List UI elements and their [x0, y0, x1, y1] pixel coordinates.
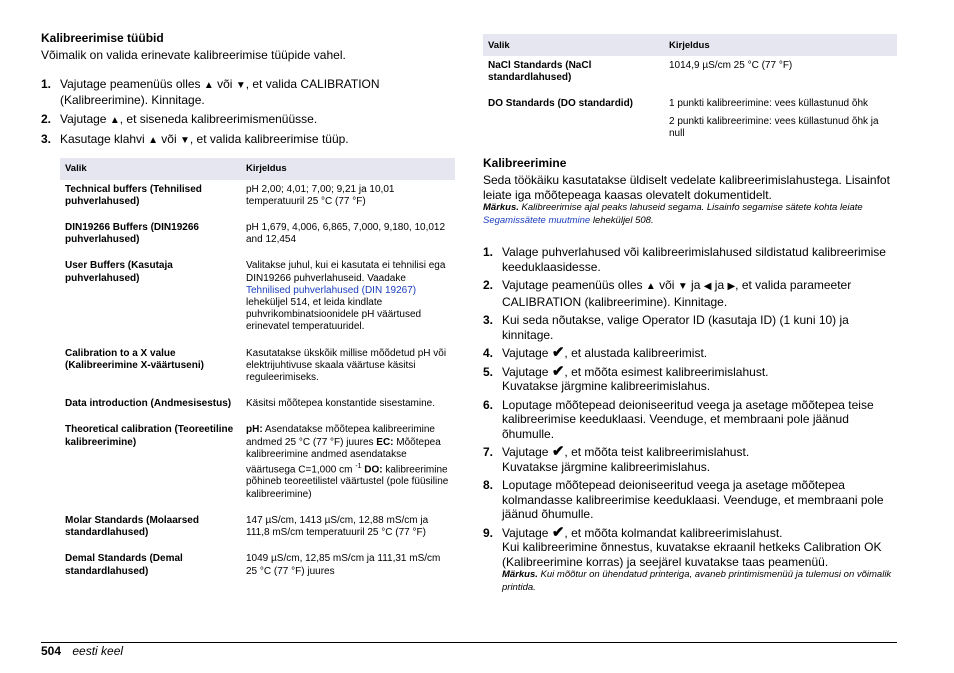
table-row: Data introduction (Andmesisestus) Käsitsi mõõtepea konstantide sisestamine. [65, 398, 435, 410]
table-row: User Buffers (Kasutaja puhverlahused) Valitakse juhul, kui ei kasutata ei tehnilisi ega DIN19266 puhverlahuseid. Vaadake Tehnilised puhverlahused (DIN 19267) leheküljel 514, et leida kindlate puhvrikombinatsioonidele pH väärtused erinevatel temperatuuridel. [65, 260, 446, 333]
table-row: Demal Standards (Demal standardlahused) 1049 µS/cm, 12,85 mS/cm ja 111,31 mS/cm 25 °C (77 °F) juures [65, 553, 441, 577]
table-header-description: Kirjeldus [664, 34, 897, 56]
table-row: DO Standards (DO standardid) 1 punkti kalibreerimine: vees küllastunud õhk 2 punkti kalibreerimine: vees küllastunud õhk ja null [488, 98, 879, 139]
down-arrow-icon: ▼ [179, 135, 190, 146]
step-item: 2. Vajutage peamenüüs olles ▲ või ▼ ja ◀ ja ▶, et valida parameeter CALIBRATION (kalibreerimine). Kinnitage. [483, 278, 852, 309]
link-technical-buffers[interactable]: Tehnilised puhverlahused (DIN 19267) [246, 284, 417, 296]
left-arrow-icon: ◀ [703, 281, 712, 293]
step-item: 7. Vajutage ✔, et mõõta teist kalibreerimislahust. Kuvatakse järgmine kalibreerimislahus. [483, 443, 750, 474]
table-header-option: Valik [483, 34, 664, 56]
table-header-row [60, 158, 455, 180]
table-row: Theoretical calibration (Teoreetiline kalibreerimine) pH: Asendatakse mõõtepea kalibreerimine andmed 25 °C (77 °F) juures EC: Mõõtepea kalibreerimine andmed asendatakse väärtusega C=1,000 cm $^{-1}$ DO: kalibreerimine põhineb teoreetilistel väärtustel (pole füüsiline kalibreerimine) [65, 424, 449, 500]
section-heading-calibration-types: Kalibreerimise tüübid [41, 31, 164, 45]
section-heading-calibration: Kalibreerimine [483, 156, 567, 171]
down-arrow-icon: ▼ [235, 79, 246, 91]
table-header-description: Kirjeldus [241, 158, 455, 180]
note: Märkus. Kui mõõtur on ühendatud printeriga, avaneb printimismenüü ja tulemusi on võimalik printida. [502, 569, 892, 593]
step-item: 9. Vajutage ✔, et mõõta kolmandat kalibreerimislahust. Kui kalibreerimine õnnestus, kuvatakse ekraanil hetkeks Calibration OK (Kalibreerimine korras) ja seejärel kuvatakse taas peamenüü. Märkus. Kui mõõtur on ühendatud printeriga, avaneb printimismenüü ja tulemusi on võimalik printida. [483, 526, 897, 595]
table-header-option: Valik [60, 158, 241, 180]
table-row: Technical buffers (Tehnilised puhverlahused) pH 2,00; 4,01; 7,00; 9,21 ja 10,01 temperatuuril 25 °C (77 °F) [65, 183, 395, 207]
table-header-row [483, 34, 897, 56]
check-icon: ✔ [551, 344, 565, 362]
standards-table [483, 34, 897, 150]
check-icon: ✔ [551, 362, 565, 380]
step-item: 8. Loputage mõõtepead deioniseeritud veega ja asetage mõõtepea kolmandasse kalibreerimise keeduklaasi. Veenduge, et membraani pole jäänud õhumulle. [483, 478, 884, 522]
footer-language: eesti keel [72, 644, 124, 658]
check-icon: ✔ [551, 523, 565, 541]
right-arrow-icon: ▶ [727, 281, 736, 293]
step-item: 1. Valage puhverlahused või kalibreerimislahused sildistatud kalibreerimise keeduklaasidesse. [483, 245, 886, 274]
steps-list [41, 77, 455, 149]
note: Märkus. Kalibreerimise ajal peaks lahuseid segama. Lisainfo segamise sätete kohta leiate Segamissätete muutmine leheküljel 508. [483, 202, 863, 226]
up-arrow-icon: ▲ [203, 79, 214, 91]
intro-text: Seda töökäiku kasutatakse üldiselt vedelate kalibreerimislahustega. Lisainfot leiate iga mõõtepeaga kaasas olevatelt dokumentidelt. [483, 173, 890, 202]
link-mixing-settings[interactable]: Segamissätete muutmine [483, 214, 591, 226]
step-item: 4. Vajutage ✔, et alustada kalibreerimist. [483, 344, 708, 362]
table-row: Calibration to a X value (Kalibreerimine X-väärtuseni) Kasutatakse ükskõik millise mõõdetud pH või elektrijuhtivuse skaala väärtuse käsitsi reguleerimiseks. [65, 347, 447, 383]
up-arrow-icon: ▲ [148, 135, 158, 146]
table-row: Molar Standards (Molaarsed standardlahused) 147 µS/cm, 1413 µS/cm, 12,88 mS/cm ja 111,8 mS/cm temperatuuril 25 °C (77 °F) [65, 514, 429, 539]
step-item: 1. Vajutage peamenüüs olles ▲ või ▼, et valida CALIBRATION (Kalibreerimine). Kinnitage. [41, 76, 380, 107]
left-column [41, 31, 455, 588]
steps-list [483, 245, 897, 594]
step-item: 3. Kasutage klahvi ▲ või ▼, et valida kalibreerimise tüüp. [41, 132, 349, 146]
right-column [483, 34, 897, 594]
check-icon: ✔ [551, 443, 565, 461]
footer-divider [41, 642, 897, 643]
page-number: 504 [41, 644, 62, 658]
down-arrow-icon: ▼ [677, 281, 688, 293]
up-arrow-icon: ▲ [109, 114, 120, 126]
up-arrow-icon: ▲ [645, 281, 656, 293]
step-item: 6. Loputage mõõtepead deioniseeritud veega ja asetage mõõtepea teise kalibreerimise keeduklaasi. Veenduge, et membraani pole jäänud õhumulle. [483, 397, 874, 441]
table-row: NaCl Standards (NaCl standardlahused) 1014,9 µS/cm 25 °C (77 °F) [488, 60, 793, 84]
step-item: 5. Vajutage ✔, et mõõta esimest kalibreerimislahust. Kuvatakse järgmine kalibreerimislahus. [483, 362, 769, 394]
table-row: DIN19266 Buffers (DIN19266 puhverlahused) pH 1,679, 4,006, 6,865, 7,000, 9,180, 10,012 and 12,454 [65, 221, 446, 246]
step-item: 3. Kui seda nõutakse, valige Operator ID (kasutaja ID) (1 kuni 10) ja kinnitage. [483, 313, 849, 342]
calibration-types-table [60, 158, 455, 588]
step-item: 2. Vajutage ▲, et siseneda kalibreerimismenüüsse. [41, 111, 318, 126]
footer [41, 644, 123, 658]
intro-text: Võimalik on valida erinevate kalibreerimise tüüpide vahel. [41, 48, 346, 62]
